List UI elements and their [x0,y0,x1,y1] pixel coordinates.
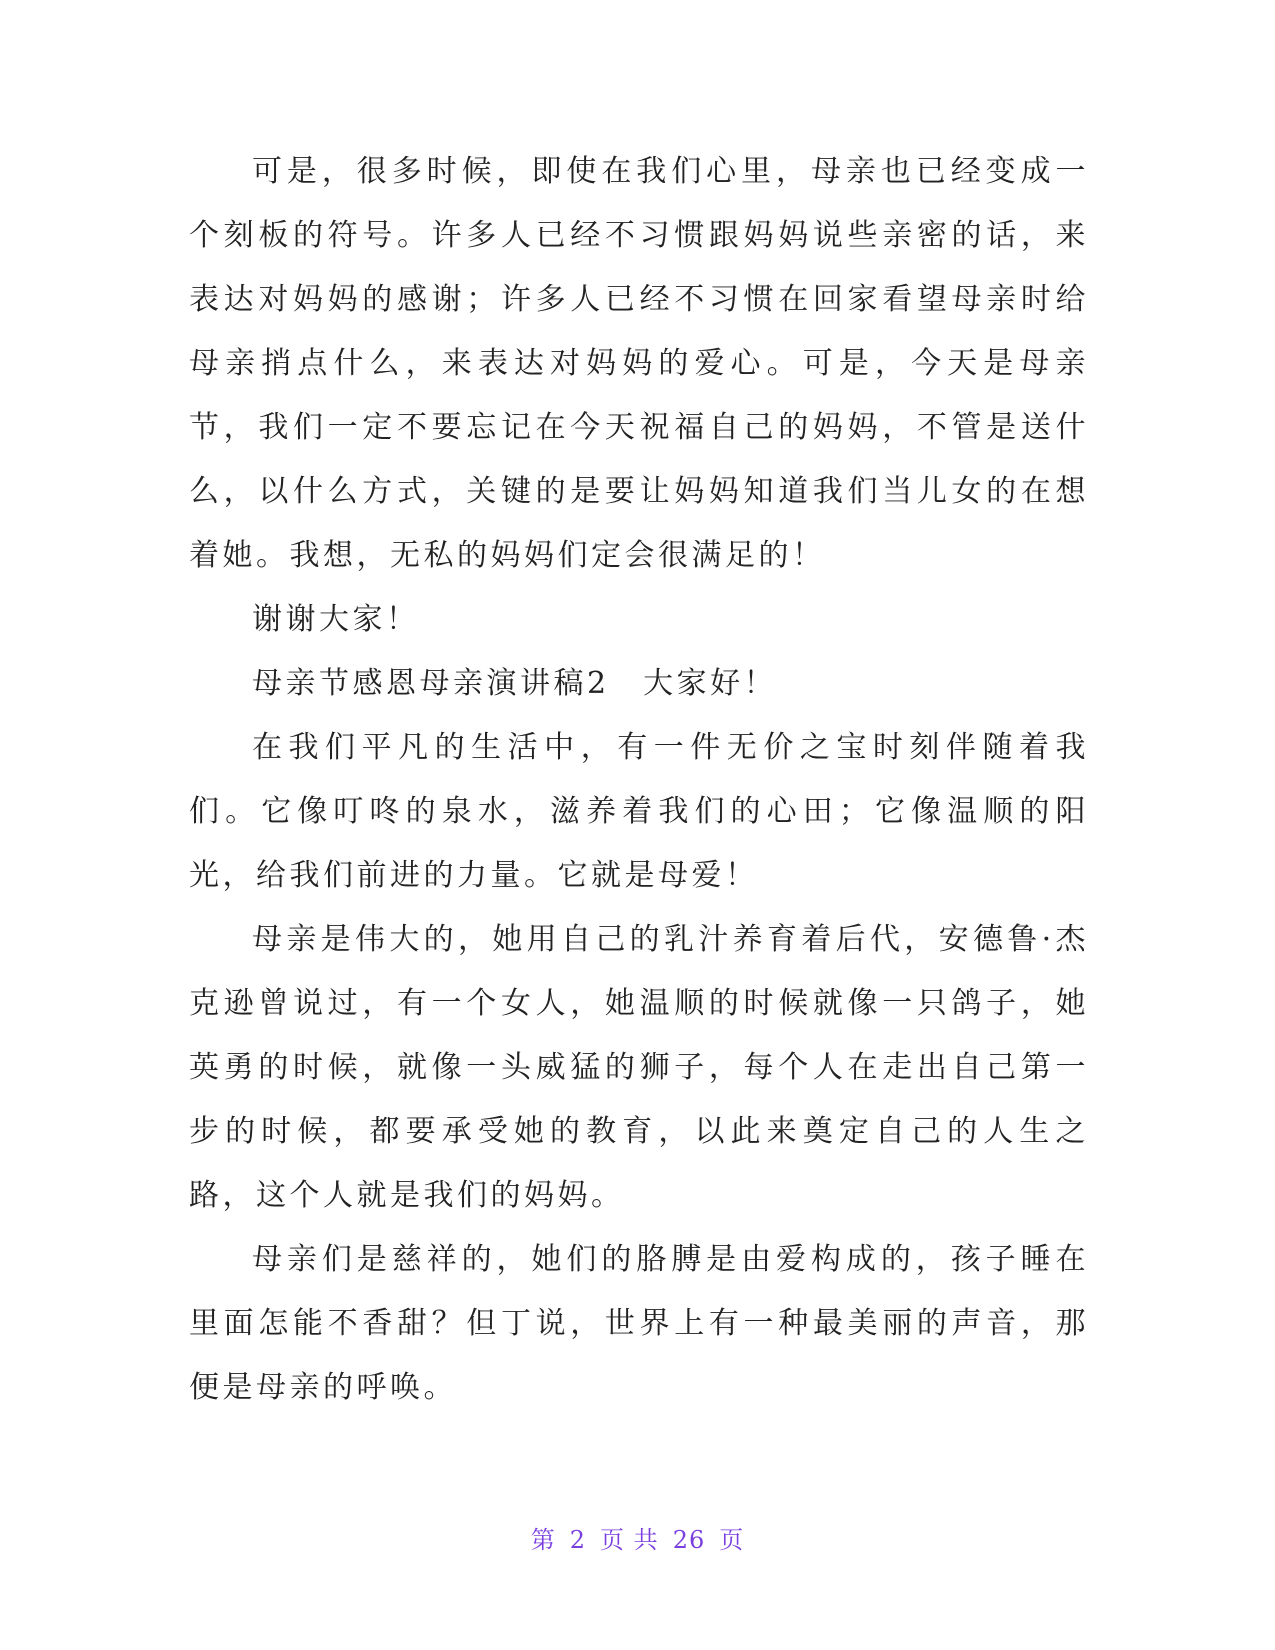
page-footer [0,1520,1275,1555]
document-body [189,140,1089,1420]
paragraph: 母亲们是慈祥的，她们的胳膊是由爱构成的，孩子睡在里面怎能不香甜？但丁说，世界上有一种最美丽的声音，那便是母亲的呼唤。 [189,1242,1089,1405]
paragraph: 谢谢大家！ [252,602,420,637]
paragraph: 母亲是伟大的，她用自己的乳汁养育着后代，安德鲁·杰克逊曾说过，有一个女人，她温顺的时候就像一只鸽子，她英勇的时候，就像一头威猛的狮子，每个人在走出自己第一步的时候，都要承受她的教育，以此来奠定自己的人生之路，这个人就是我们的妈妈。 [189,922,1089,1213]
paragraph: 在我们平凡的生活中，有一件无价之宝时刻伴随着我们。它像叮咚的泉水，滋养着我们的心田；它像温顺的阳光，给我们前进的力量。它就是母爱！ [189,730,1089,893]
footer-middle: 页 共 [600,1526,659,1554]
footer-suffix: 页 [719,1526,745,1554]
footer-current-page: 2 [569,1526,587,1554]
footer-prefix: 第 [530,1526,556,1554]
footer-total-pages: 26 [672,1526,706,1554]
paragraph: 母亲节感恩母亲演讲稿2 大家好！ [252,666,778,701]
paragraph: 可是，很多时候，即使在我们心里，母亲也已经变成一个刻板的符号。许多人已经不习惯跟妈妈说些亲密的话，来表达对妈妈的感谢；许多人已经不习惯在回家看望母亲时给母亲捎点什么，来表达对妈妈的爱心。可是，今天是母亲节，我们一定不要忘记在今天祝福自己的妈妈，不管是送什么，以什么方式，关键的是要让妈妈知道我们当儿女的在想着她。我想，无私的妈妈们定会很满足的！ [189,154,1089,573]
